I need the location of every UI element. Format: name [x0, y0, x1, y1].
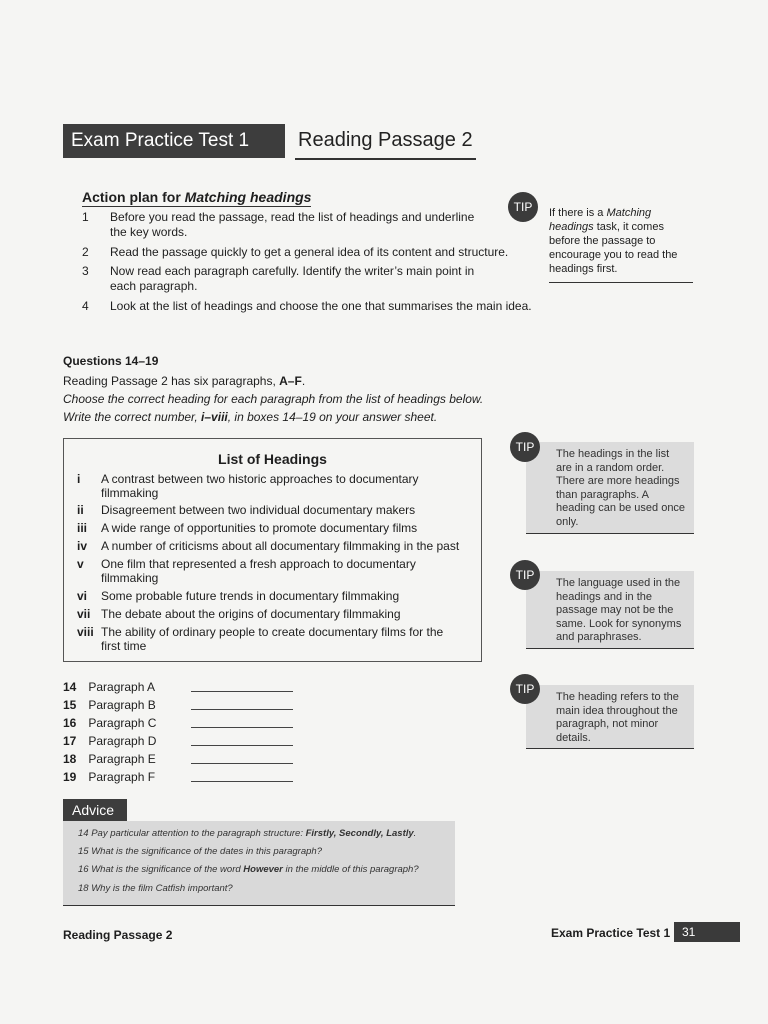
section-header-dark: Exam Practice Test 1	[63, 124, 285, 158]
instruction-text: Reading Passage 2 has six paragraphs,	[63, 374, 280, 388]
footer-section-name: Reading Passage 2	[63, 928, 173, 942]
advice-text: 14 Pay particular attention to the paragraph structure:	[78, 828, 306, 839]
heading-number: iv	[77, 539, 88, 553]
tip-note-pre: If there is a	[549, 207, 607, 219]
answer-line[interactable]	[191, 745, 293, 746]
step-number: 3	[82, 264, 89, 278]
instruction-bold: A–F	[279, 374, 302, 388]
advice-item-15: 15 What is the significance of the dates in this paragraph?	[78, 846, 322, 857]
heading-item	[77, 625, 477, 655]
action-plan-title-prefix: Action plan for	[82, 189, 185, 205]
question-number: 19	[63, 770, 77, 784]
tip-badge-icon: TIP	[510, 432, 540, 462]
instruction-italic: Write the correct number,	[63, 410, 202, 424]
heading-item	[77, 589, 477, 605]
paragraph-label: Paragraph B	[88, 698, 156, 712]
action-step-2	[82, 245, 522, 261]
answer-row-17	[63, 734, 156, 748]
paragraph-label: Paragraph E	[88, 752, 156, 766]
heading-number: ii	[77, 503, 84, 517]
advice-item-18: 18 Why is the film Catfish important?	[78, 883, 233, 894]
advice-label: Advice	[63, 799, 127, 821]
heading-number: v	[77, 557, 84, 571]
heading-item	[77, 503, 477, 519]
heading-text: Disagreement between two individual documentary makers	[101, 503, 416, 517]
action-step-3	[82, 264, 522, 296]
heading-item	[77, 472, 477, 502]
page-number: 31	[674, 922, 740, 942]
heading-item	[77, 521, 477, 537]
advice-item-16	[78, 864, 419, 875]
instruction-bold: i–viii	[201, 410, 228, 424]
tip-badge-icon: TIP	[508, 192, 538, 222]
step-text: Read the passage quickly to get a general idea of its content and structure.	[110, 245, 509, 259]
heading-item	[77, 557, 477, 587]
heading-item	[77, 539, 477, 555]
questions-instruction-2	[63, 392, 483, 406]
heading-text: Some probable future trends in documentary filmmaking	[101, 589, 400, 603]
tip-note-random-order: The headings in the list are in a random order. There are more headings than paragraphs. A heading can be used once only.	[526, 442, 694, 534]
heading-number: i	[77, 472, 81, 486]
answer-line[interactable]	[191, 691, 293, 692]
questions-instruction-1	[63, 374, 305, 388]
step-number: 2	[82, 245, 89, 259]
step-text: Before you read the passage, read the list of headings and underline the key words.	[110, 210, 475, 239]
heading-item	[77, 607, 477, 623]
question-number: 17	[63, 734, 77, 748]
tip-note-matching-headings	[549, 206, 693, 283]
action-step-1	[82, 210, 522, 242]
instruction-italic: Choose the correct heading for each paragraph from the list of headings below.	[63, 392, 484, 406]
question-number: 14	[63, 680, 77, 694]
answer-row-15	[63, 698, 156, 712]
answer-line[interactable]	[191, 781, 293, 782]
question-number: 16	[63, 716, 77, 730]
answer-row-18	[63, 752, 156, 766]
heading-text: A number of criticisms about all documentary filmmaking in the past	[101, 539, 460, 553]
instruction-italic: , in boxes 14–19 on your answer sheet.	[227, 410, 438, 424]
list-of-headings-title: List of Headings	[218, 451, 327, 467]
paragraph-label: Paragraph A	[88, 680, 156, 694]
advice-box	[63, 821, 455, 906]
tip-badge-icon: TIP	[510, 560, 540, 590]
list-of-headings-box	[63, 438, 482, 662]
tip-badge-icon: TIP	[510, 674, 540, 704]
advice-text: .	[413, 828, 417, 839]
action-plan-title-italic: Matching headings	[184, 189, 312, 205]
tip-note-post: task, it comes before the passage to encourage you to read the headings first.	[549, 221, 678, 275]
heading-text: The ability of ordinary people to create documentary films for the first time	[101, 625, 444, 653]
section-header-light: Reading Passage 2	[295, 124, 476, 160]
answer-line[interactable]	[191, 727, 293, 728]
answer-row-19	[63, 770, 155, 784]
questions-instruction-3	[63, 410, 437, 424]
step-number: 4	[82, 299, 89, 313]
heading-text: The debate about the origins of documentary filmmaking	[101, 607, 401, 621]
question-number: 15	[63, 698, 77, 712]
footer-test-name: Exam Practice Test 1	[551, 926, 671, 940]
paragraph-label: Paragraph F	[88, 770, 156, 784]
tip-note-synonyms: The language used in the headings and in the passage may not be the same. Look for synonyms and paraphrases.	[526, 571, 694, 649]
instruction-text: .	[301, 374, 306, 388]
question-number: 18	[63, 752, 77, 766]
heading-text: A wide range of opportunities to promote documentary films	[101, 521, 418, 535]
advice-text: in the middle of this paragraph?	[282, 864, 419, 875]
heading-number: viii	[77, 625, 94, 639]
answer-line[interactable]	[191, 709, 293, 710]
heading-number: vii	[77, 607, 91, 621]
advice-item-14	[78, 828, 416, 839]
paragraph-label: Paragraph D	[88, 734, 157, 748]
heading-text: A contrast between two historic approaches to documentary filmmaking	[101, 472, 419, 500]
answer-row-16	[63, 716, 156, 730]
answer-row-14	[63, 680, 155, 694]
heading-text: One film that represented a fresh approach to documentary filmmaking	[101, 557, 416, 585]
advice-bold: However	[243, 864, 283, 875]
action-step-4	[82, 299, 552, 315]
tip-note-main-idea: The heading refers to the main idea throughout the paragraph, not minor details.	[526, 685, 694, 749]
step-text: Look at the list of headings and choose the one that summarises the main idea.	[110, 299, 532, 313]
tip-note-italic: Matching headings	[549, 207, 652, 233]
questions-title: Questions 14–19	[63, 354, 159, 368]
action-plan-title	[82, 189, 311, 207]
paragraph-label: Paragraph C	[88, 716, 157, 730]
heading-number: iii	[77, 521, 88, 535]
advice-text: 16 What is the significance of the word	[78, 864, 244, 875]
answer-line[interactable]	[191, 763, 293, 764]
step-number: 1	[82, 210, 89, 224]
heading-number: vi	[77, 589, 88, 603]
step-text: Now read each paragraph carefully. Identify the writer’s main point in each paragraph.	[110, 264, 475, 293]
advice-bold: Firstly, Secondly, Lastly	[305, 828, 414, 839]
